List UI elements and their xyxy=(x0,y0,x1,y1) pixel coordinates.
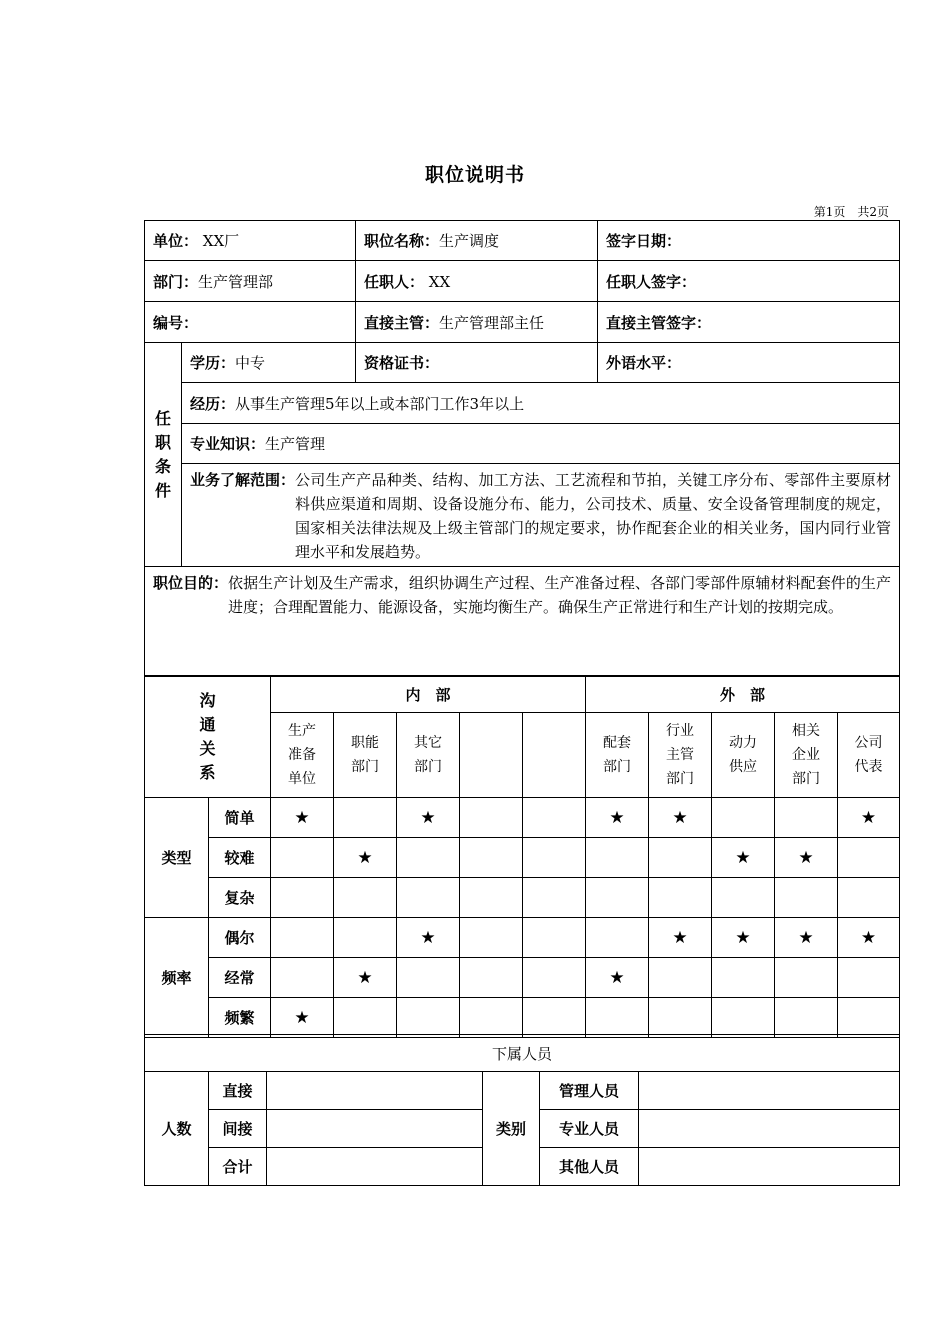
communication-char: 关 xyxy=(199,738,216,758)
communication-char: 沟 xyxy=(199,690,216,710)
empty-mark-cell xyxy=(271,838,334,878)
unit-value: XX厂 xyxy=(198,232,240,250)
empty-mark-cell xyxy=(838,958,900,998)
qualification-char: 任 xyxy=(154,408,171,428)
subordinates-header: 下属人员 xyxy=(145,1035,900,1072)
communication-column-header xyxy=(775,713,838,798)
count-label: 人数 xyxy=(145,1072,209,1186)
star-mark-cell: ★ xyxy=(334,838,397,878)
empty-mark-cell xyxy=(712,878,775,918)
empty-mark-cell xyxy=(397,878,460,918)
empty-mark-cell xyxy=(775,798,838,838)
column-header-line: 部门 xyxy=(666,771,695,787)
star-mark-cell: ★ xyxy=(334,958,397,998)
position-cell xyxy=(356,221,598,261)
star-mark-cell: ★ xyxy=(586,958,649,998)
empty-mark-cell xyxy=(586,998,649,1038)
empty-mark-cell xyxy=(460,998,523,1038)
empty-mark-cell xyxy=(271,958,334,998)
communication-column-header xyxy=(397,713,460,798)
empty-mark-cell xyxy=(712,958,775,998)
star-mark-cell: ★ xyxy=(649,798,712,838)
supervisor-sign-label: 直接主管签字： xyxy=(606,313,712,332)
communication-column-header xyxy=(460,713,523,798)
communication-row-label: 频繁 xyxy=(209,998,271,1038)
column-header-line: 其它 xyxy=(414,735,443,751)
empty-mark-cell xyxy=(271,878,334,918)
column-header-line: 生产 xyxy=(288,723,317,739)
column-header-line: 配套 xyxy=(603,735,632,751)
knowledge-value: 生产管理 xyxy=(265,435,326,453)
education-value: 中专 xyxy=(235,354,266,372)
column-header-line: 供应 xyxy=(729,759,758,775)
empty-mark-cell xyxy=(838,878,900,918)
category-value-cell xyxy=(639,1110,900,1148)
empty-mark-cell xyxy=(397,958,460,998)
column-header-line: 部门 xyxy=(792,771,821,787)
column-header-line: 动力 xyxy=(729,735,758,751)
empty-mark-cell xyxy=(586,878,649,918)
empty-mark-cell xyxy=(334,998,397,1038)
empty-mark-cell xyxy=(712,798,775,838)
category-value-cell xyxy=(639,1072,900,1110)
count-row-label: 间接 xyxy=(209,1110,267,1148)
empty-mark-cell xyxy=(334,918,397,958)
dept-value: 生产管理部 xyxy=(198,272,274,291)
cert-label: 资格证书： xyxy=(364,354,440,372)
education-label: 学历： xyxy=(190,354,236,372)
communication-column-header xyxy=(334,713,397,798)
sign-date-cell xyxy=(598,221,900,261)
category-row-label: 专业人员 xyxy=(540,1110,639,1148)
communication-row-label: 简单 xyxy=(209,798,271,838)
count-value-cell xyxy=(267,1110,483,1148)
category-row-label: 其他人员 xyxy=(540,1148,639,1186)
communication-char: 系 xyxy=(199,762,216,782)
knowledge-label: 专业知识： xyxy=(190,435,266,453)
empty-mark-cell xyxy=(649,878,712,918)
empty-mark-cell xyxy=(649,958,712,998)
empty-mark-cell xyxy=(649,838,712,878)
communication-char: 通 xyxy=(199,714,216,734)
external-header: 外 部 xyxy=(586,676,900,713)
knowledge-cell xyxy=(182,424,900,464)
experience-label: 经历： xyxy=(190,394,236,413)
holder-value: XX xyxy=(424,272,451,291)
empty-mark-cell xyxy=(586,838,649,878)
holder-sign-cell xyxy=(598,261,900,302)
subordinates-table xyxy=(144,1034,900,1186)
communication-section-label xyxy=(145,676,271,798)
unit-label: 单位： xyxy=(153,232,199,250)
empty-mark-cell xyxy=(586,918,649,958)
column-header-line: 行业 xyxy=(666,723,695,739)
communication-table xyxy=(144,675,900,1038)
communication-group-label: 类型 xyxy=(145,798,209,918)
empty-mark-cell xyxy=(775,878,838,918)
star-mark-cell: ★ xyxy=(586,798,649,838)
code-cell xyxy=(145,302,356,343)
count-value-cell xyxy=(267,1148,483,1186)
category-value-cell xyxy=(639,1148,900,1186)
column-header-line: 准备 xyxy=(288,747,317,763)
holder-cell xyxy=(356,261,598,302)
qualification-section-label xyxy=(145,343,182,567)
communication-column-header xyxy=(712,713,775,798)
purpose-label: 职位目的： xyxy=(153,574,229,592)
star-mark-cell: ★ xyxy=(271,798,334,838)
empty-mark-cell xyxy=(397,838,460,878)
star-mark-cell: ★ xyxy=(649,918,712,958)
empty-mark-cell xyxy=(775,998,838,1038)
empty-mark-cell xyxy=(397,998,460,1038)
communication-column-header xyxy=(586,713,649,798)
unit-cell xyxy=(145,221,356,261)
category-label: 类别 xyxy=(483,1072,540,1186)
column-header-line: 部门 xyxy=(351,759,380,775)
empty-mark-cell xyxy=(523,918,586,958)
count-value-cell xyxy=(267,1072,483,1110)
dept-cell xyxy=(145,261,356,302)
column-header-line: 企业 xyxy=(792,747,821,763)
communication-row-label: 复杂 xyxy=(209,878,271,918)
language-label: 外语水平： xyxy=(606,354,682,372)
empty-mark-cell xyxy=(649,998,712,1038)
communication-group-label: 频率 xyxy=(145,918,209,1038)
dept-label: 部门： xyxy=(153,272,199,291)
empty-mark-cell xyxy=(775,958,838,998)
communication-column-header xyxy=(523,713,586,798)
qualification-char: 职 xyxy=(154,432,171,452)
purpose-value: 依据生产计划及生产需求，组织协调生产过程、生产准备过程、各部门零部件原辅材料配套件的生产进度；合理配置能力、能源设备，实施均衡生产。确保生产正常进行和生产计划的按期完成。 xyxy=(228,574,891,616)
column-header-line: 主管 xyxy=(666,747,695,763)
empty-mark-cell xyxy=(523,958,586,998)
empty-mark-cell xyxy=(460,798,523,838)
page-info: 第1页 共2页 xyxy=(813,205,889,219)
code-label: 编号： xyxy=(153,313,199,332)
star-mark-cell: ★ xyxy=(712,918,775,958)
empty-mark-cell xyxy=(460,878,523,918)
star-mark-cell: ★ xyxy=(838,918,900,958)
empty-mark-cell xyxy=(838,998,900,1038)
experience-cell xyxy=(182,383,900,424)
star-mark-cell: ★ xyxy=(271,998,334,1038)
column-header-line: 部门 xyxy=(414,759,443,775)
empty-mark-cell xyxy=(460,958,523,998)
supervisor-value: 生产管理部主任 xyxy=(439,313,545,332)
empty-mark-cell xyxy=(460,918,523,958)
column-header-line: 相关 xyxy=(792,723,821,739)
column-header-line: 职能 xyxy=(351,735,380,751)
star-mark-cell: ★ xyxy=(397,798,460,838)
empty-mark-cell xyxy=(523,838,586,878)
communication-row-label: 偶尔 xyxy=(209,918,271,958)
star-mark-cell: ★ xyxy=(838,798,900,838)
cert-cell xyxy=(356,343,598,383)
communication-column-header xyxy=(838,713,900,798)
business-value: 公司生产产品种类、结构、加工方法、工艺流程和节拍，关键工序分布、零部件主要原材料供应渠道和周期、设备设施分布、能力，公司技术、质量、安全设备管理制度的规定，国家相关法律法规及上级主管部门的规定要求，协作配套企业的相关业务，国内同行业管理水平和发展趋势。 xyxy=(295,471,891,561)
internal-header: 内 部 xyxy=(271,676,586,713)
empty-mark-cell xyxy=(523,798,586,838)
business-cell xyxy=(182,464,900,567)
star-mark-cell: ★ xyxy=(775,918,838,958)
empty-mark-cell xyxy=(523,998,586,1038)
holder-label: 任职人： xyxy=(364,272,425,291)
business-label: 业务了解范围： xyxy=(190,471,296,489)
position-label: 职位名称： xyxy=(364,232,440,250)
empty-mark-cell xyxy=(271,918,334,958)
star-mark-cell: ★ xyxy=(712,838,775,878)
qualification-char: 件 xyxy=(154,480,171,500)
communication-row-label: 较难 xyxy=(209,838,271,878)
basic-info-table xyxy=(144,220,900,677)
sign-date-label: 签字日期： xyxy=(606,232,682,250)
empty-mark-cell xyxy=(460,838,523,878)
count-row-label: 直接 xyxy=(209,1072,267,1110)
star-mark-cell: ★ xyxy=(397,918,460,958)
purpose-cell xyxy=(145,567,900,677)
experience-value: 从事生产管理5年以上或本部门工作3年以上 xyxy=(235,394,525,413)
empty-mark-cell xyxy=(712,998,775,1038)
empty-mark-cell xyxy=(334,878,397,918)
education-cell xyxy=(182,343,356,383)
document-title: 职位说明书 xyxy=(424,164,525,186)
supervisor-cell xyxy=(356,302,598,343)
star-mark-cell: ★ xyxy=(775,838,838,878)
position-value: 生产调度 xyxy=(439,232,500,250)
count-row-label: 合计 xyxy=(209,1148,267,1186)
holder-sign-label: 任职人签字： xyxy=(606,272,697,291)
qualification-char: 条 xyxy=(154,456,171,476)
supervisor-sign-cell xyxy=(598,302,900,343)
communication-column-header xyxy=(271,713,334,798)
category-row-label: 管理人员 xyxy=(540,1072,639,1110)
supervisor-label: 直接主管： xyxy=(364,313,440,332)
column-header-line: 代表 xyxy=(854,759,883,775)
column-header-line: 部门 xyxy=(603,759,632,775)
empty-mark-cell xyxy=(523,878,586,918)
empty-mark-cell xyxy=(334,798,397,838)
language-cell xyxy=(598,343,900,383)
communication-column-header xyxy=(649,713,712,798)
column-header-line: 单位 xyxy=(288,771,317,787)
column-header-line: 公司 xyxy=(854,735,883,751)
empty-mark-cell xyxy=(838,838,900,878)
communication-row-label: 经常 xyxy=(209,958,271,998)
